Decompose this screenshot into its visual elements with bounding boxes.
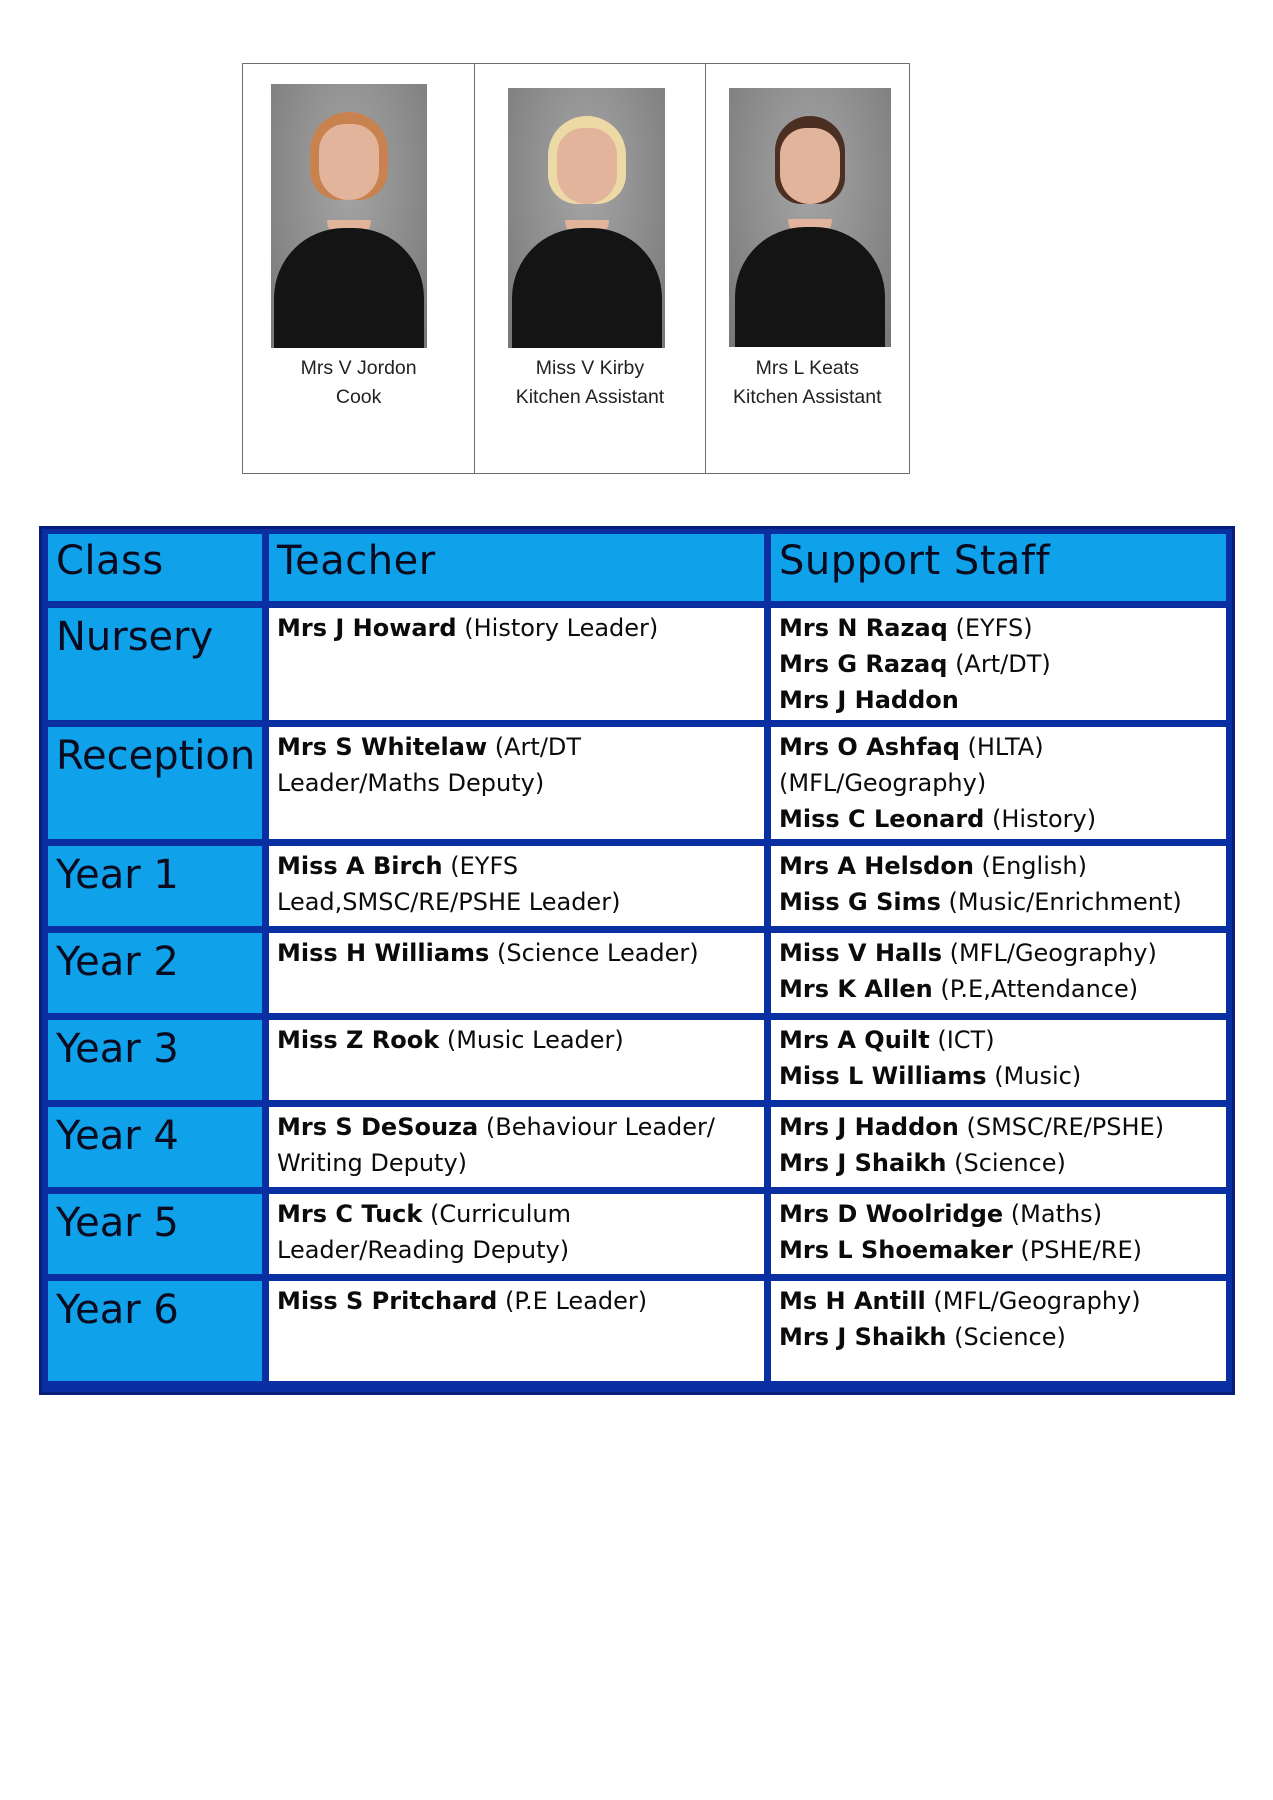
- staff-name: Mrs V Jordon: [300, 357, 417, 379]
- class-name-cell: Year 3: [48, 1020, 262, 1100]
- staff-entry: [779, 610, 1220, 646]
- staff-member-role: Writing Deputy): [277, 1149, 468, 1177]
- staff-role: Kitchen Assistant: [515, 386, 665, 408]
- staff-entry: [277, 884, 758, 920]
- kitchen-staff-cards: [242, 63, 910, 474]
- staff-member-role: (MFL/Geography): [779, 769, 987, 797]
- staff-entry: [277, 1196, 758, 1232]
- staff-member-name: Mrs L Shoemaker: [779, 1236, 1013, 1264]
- staff-card: [243, 64, 474, 473]
- staff-member-name: Mrs J Shaikh: [779, 1149, 947, 1177]
- staff-member-role: (SMSC/RE/PSHE): [958, 1113, 1165, 1141]
- staff-entry: [277, 848, 758, 884]
- staff-member-role: (Behaviour Leader/: [478, 1113, 716, 1141]
- staff-name: Miss V Kirby: [535, 357, 645, 379]
- staff-member-role: (HLTA): [959, 733, 1044, 761]
- class-name-cell: Year 6: [48, 1281, 262, 1381]
- staff-photo: [729, 88, 891, 347]
- class-name-cell: Year 5: [48, 1194, 262, 1274]
- staff-member-role: (Music Leader): [439, 1026, 624, 1054]
- staff-member-name: Miss Z Rook: [277, 1026, 440, 1054]
- staff-entry: [779, 1283, 1220, 1319]
- staff-entry: [779, 729, 1220, 765]
- staff-entry: [277, 935, 758, 971]
- staff-entry: [779, 646, 1220, 682]
- staff-entry: [277, 765, 758, 801]
- staff-member-name: Mrs N Razaq: [779, 614, 948, 642]
- staff-name: Mrs L Keats: [755, 357, 859, 379]
- staff-photo: [271, 84, 427, 348]
- table-grid: [48, 534, 1226, 1386]
- staff-member-role: (MFL/Geography): [925, 1287, 1141, 1315]
- teacher-cell: [269, 727, 764, 839]
- staff-entry: [779, 1319, 1220, 1355]
- support-staff-cell: [771, 608, 1226, 720]
- staff-member-name: Mrs J Howard: [277, 614, 457, 642]
- teacher-cell: [269, 846, 764, 926]
- staff-entry: [779, 1196, 1220, 1232]
- staff-member-role: (Art/DT): [947, 650, 1051, 678]
- staff-entry: [277, 1283, 758, 1319]
- staff-entry: [779, 1022, 1220, 1058]
- staff-member-role: (Art/DT: [487, 733, 582, 761]
- staff-member-role: Leader/Reading Deputy): [277, 1236, 570, 1264]
- staff-member-name: Mrs J Shaikh: [779, 1323, 947, 1351]
- staff-member-role: (PSHE/RE): [1012, 1236, 1142, 1264]
- staff-member-role: (Maths): [1003, 1200, 1103, 1228]
- class-name-cell: Year 2: [48, 933, 262, 1013]
- staff-member-role: (P.E Leader): [497, 1287, 648, 1315]
- staff-member-name: Miss L Williams: [779, 1062, 987, 1090]
- class-name-cell: Reception: [48, 727, 262, 839]
- staff-card: [474, 64, 704, 473]
- staff-member-name: Mrs K Allen: [779, 975, 933, 1003]
- staff-entry: [277, 1022, 758, 1058]
- staff-role: Cook: [335, 386, 382, 408]
- staff-entry: [779, 1109, 1220, 1145]
- staff-member-role: (Science): [946, 1149, 1066, 1177]
- staff-member-role: Lead,SMSC/RE/PSHE Leader): [277, 888, 621, 916]
- staff-entry: [779, 801, 1220, 837]
- staff-member-role: Leader/Maths Deputy): [277, 769, 545, 797]
- staff-member-name: Mrs G Razaq: [779, 650, 948, 678]
- staff-entry: [779, 1232, 1220, 1268]
- staff-entry: [277, 1232, 758, 1268]
- staff-member-role: (EYFS): [947, 614, 1033, 642]
- staff-member-name: Ms H Antill: [779, 1287, 926, 1315]
- staff-member-role: (EYFS: [442, 852, 519, 880]
- staff-entry: [779, 1145, 1220, 1181]
- class-name-cell: Year 4: [48, 1107, 262, 1187]
- staff-card: [705, 64, 909, 473]
- class-name-cell: Nursery: [48, 608, 262, 720]
- teacher-cell: [269, 1107, 764, 1187]
- staff-member-role: (Science): [946, 1323, 1066, 1351]
- staff-member-name: Mrs J Haddon: [779, 1113, 959, 1141]
- support-staff-cell: [771, 933, 1226, 1013]
- staff-member-name: Miss C Leonard: [779, 805, 985, 833]
- staff-entry: [779, 935, 1220, 971]
- staff-member-name: Mrs O Ashfaq: [779, 733, 960, 761]
- staff-member-name: Mrs C Tuck: [277, 1200, 423, 1228]
- staff-member-role: (History Leader): [456, 614, 659, 642]
- staff-caption: [706, 354, 909, 412]
- staff-member-role: (P.E,Attendance): [932, 975, 1139, 1003]
- staff-entry: [779, 884, 1220, 920]
- staff-member-name: Miss H Williams: [277, 939, 490, 967]
- staff-member-name: Miss G Sims: [779, 888, 941, 916]
- staff-member-role: (ICT): [929, 1026, 995, 1054]
- staff-member-name: Mrs A Helsdon: [779, 852, 974, 880]
- staff-member-name: Miss V Halls: [779, 939, 942, 967]
- staff-entry: [779, 848, 1220, 884]
- class-staff-table: [39, 526, 1235, 1395]
- staff-member-role: (MFL/Geography): [941, 939, 1157, 967]
- header-class: Class: [48, 534, 262, 601]
- support-staff-cell: [771, 1107, 1226, 1187]
- staff-entry: [277, 1109, 758, 1145]
- teacher-cell: [269, 1281, 764, 1381]
- teacher-cell: [269, 1194, 764, 1274]
- staff-member-name: Mrs S Whitelaw: [277, 733, 488, 761]
- staff-member-name: Miss A Birch: [277, 852, 443, 880]
- staff-entry: [779, 682, 1220, 718]
- header-teacher: Teacher: [269, 534, 764, 601]
- class-name-cell: Year 1: [48, 846, 262, 926]
- staff-member-role: (Curriculum: [422, 1200, 571, 1228]
- staff-entry: [277, 1145, 758, 1181]
- staff-member-name: Mrs J Haddon: [779, 686, 959, 714]
- header-support-staff: Support Staff: [771, 534, 1226, 601]
- support-staff-cell: [771, 1020, 1226, 1100]
- staff-entry: [779, 1058, 1220, 1094]
- staff-caption: [475, 354, 704, 412]
- teacher-cell: [269, 1020, 764, 1100]
- staff-entry: [779, 765, 1220, 801]
- staff-member-name: Miss S Pritchard: [277, 1287, 498, 1315]
- staff-member-role: (History): [984, 805, 1097, 833]
- staff-entry: [277, 729, 758, 765]
- support-staff-cell: [771, 727, 1226, 839]
- staff-caption: [243, 354, 474, 412]
- staff-photo: [508, 88, 665, 348]
- staff-member-name: Mrs S DeSouza: [277, 1113, 479, 1141]
- staff-member-name: Mrs D Woolridge: [779, 1200, 1004, 1228]
- staff-member-role: (English): [973, 852, 1087, 880]
- staff-member-name: Mrs A Quilt: [779, 1026, 930, 1054]
- staff-entry: [277, 610, 758, 646]
- staff-role: Kitchen Assistant: [733, 386, 882, 408]
- support-staff-cell: [771, 1194, 1226, 1274]
- teacher-cell: [269, 608, 764, 720]
- staff-member-role: (Music): [986, 1062, 1082, 1090]
- support-staff-cell: [771, 846, 1226, 926]
- staff-entry: [779, 971, 1220, 1007]
- support-staff-cell: [771, 1281, 1226, 1381]
- staff-member-role: (Science Leader): [489, 939, 699, 967]
- teacher-cell: [269, 933, 764, 1013]
- staff-member-role: (Music/Enrichment): [940, 888, 1182, 916]
